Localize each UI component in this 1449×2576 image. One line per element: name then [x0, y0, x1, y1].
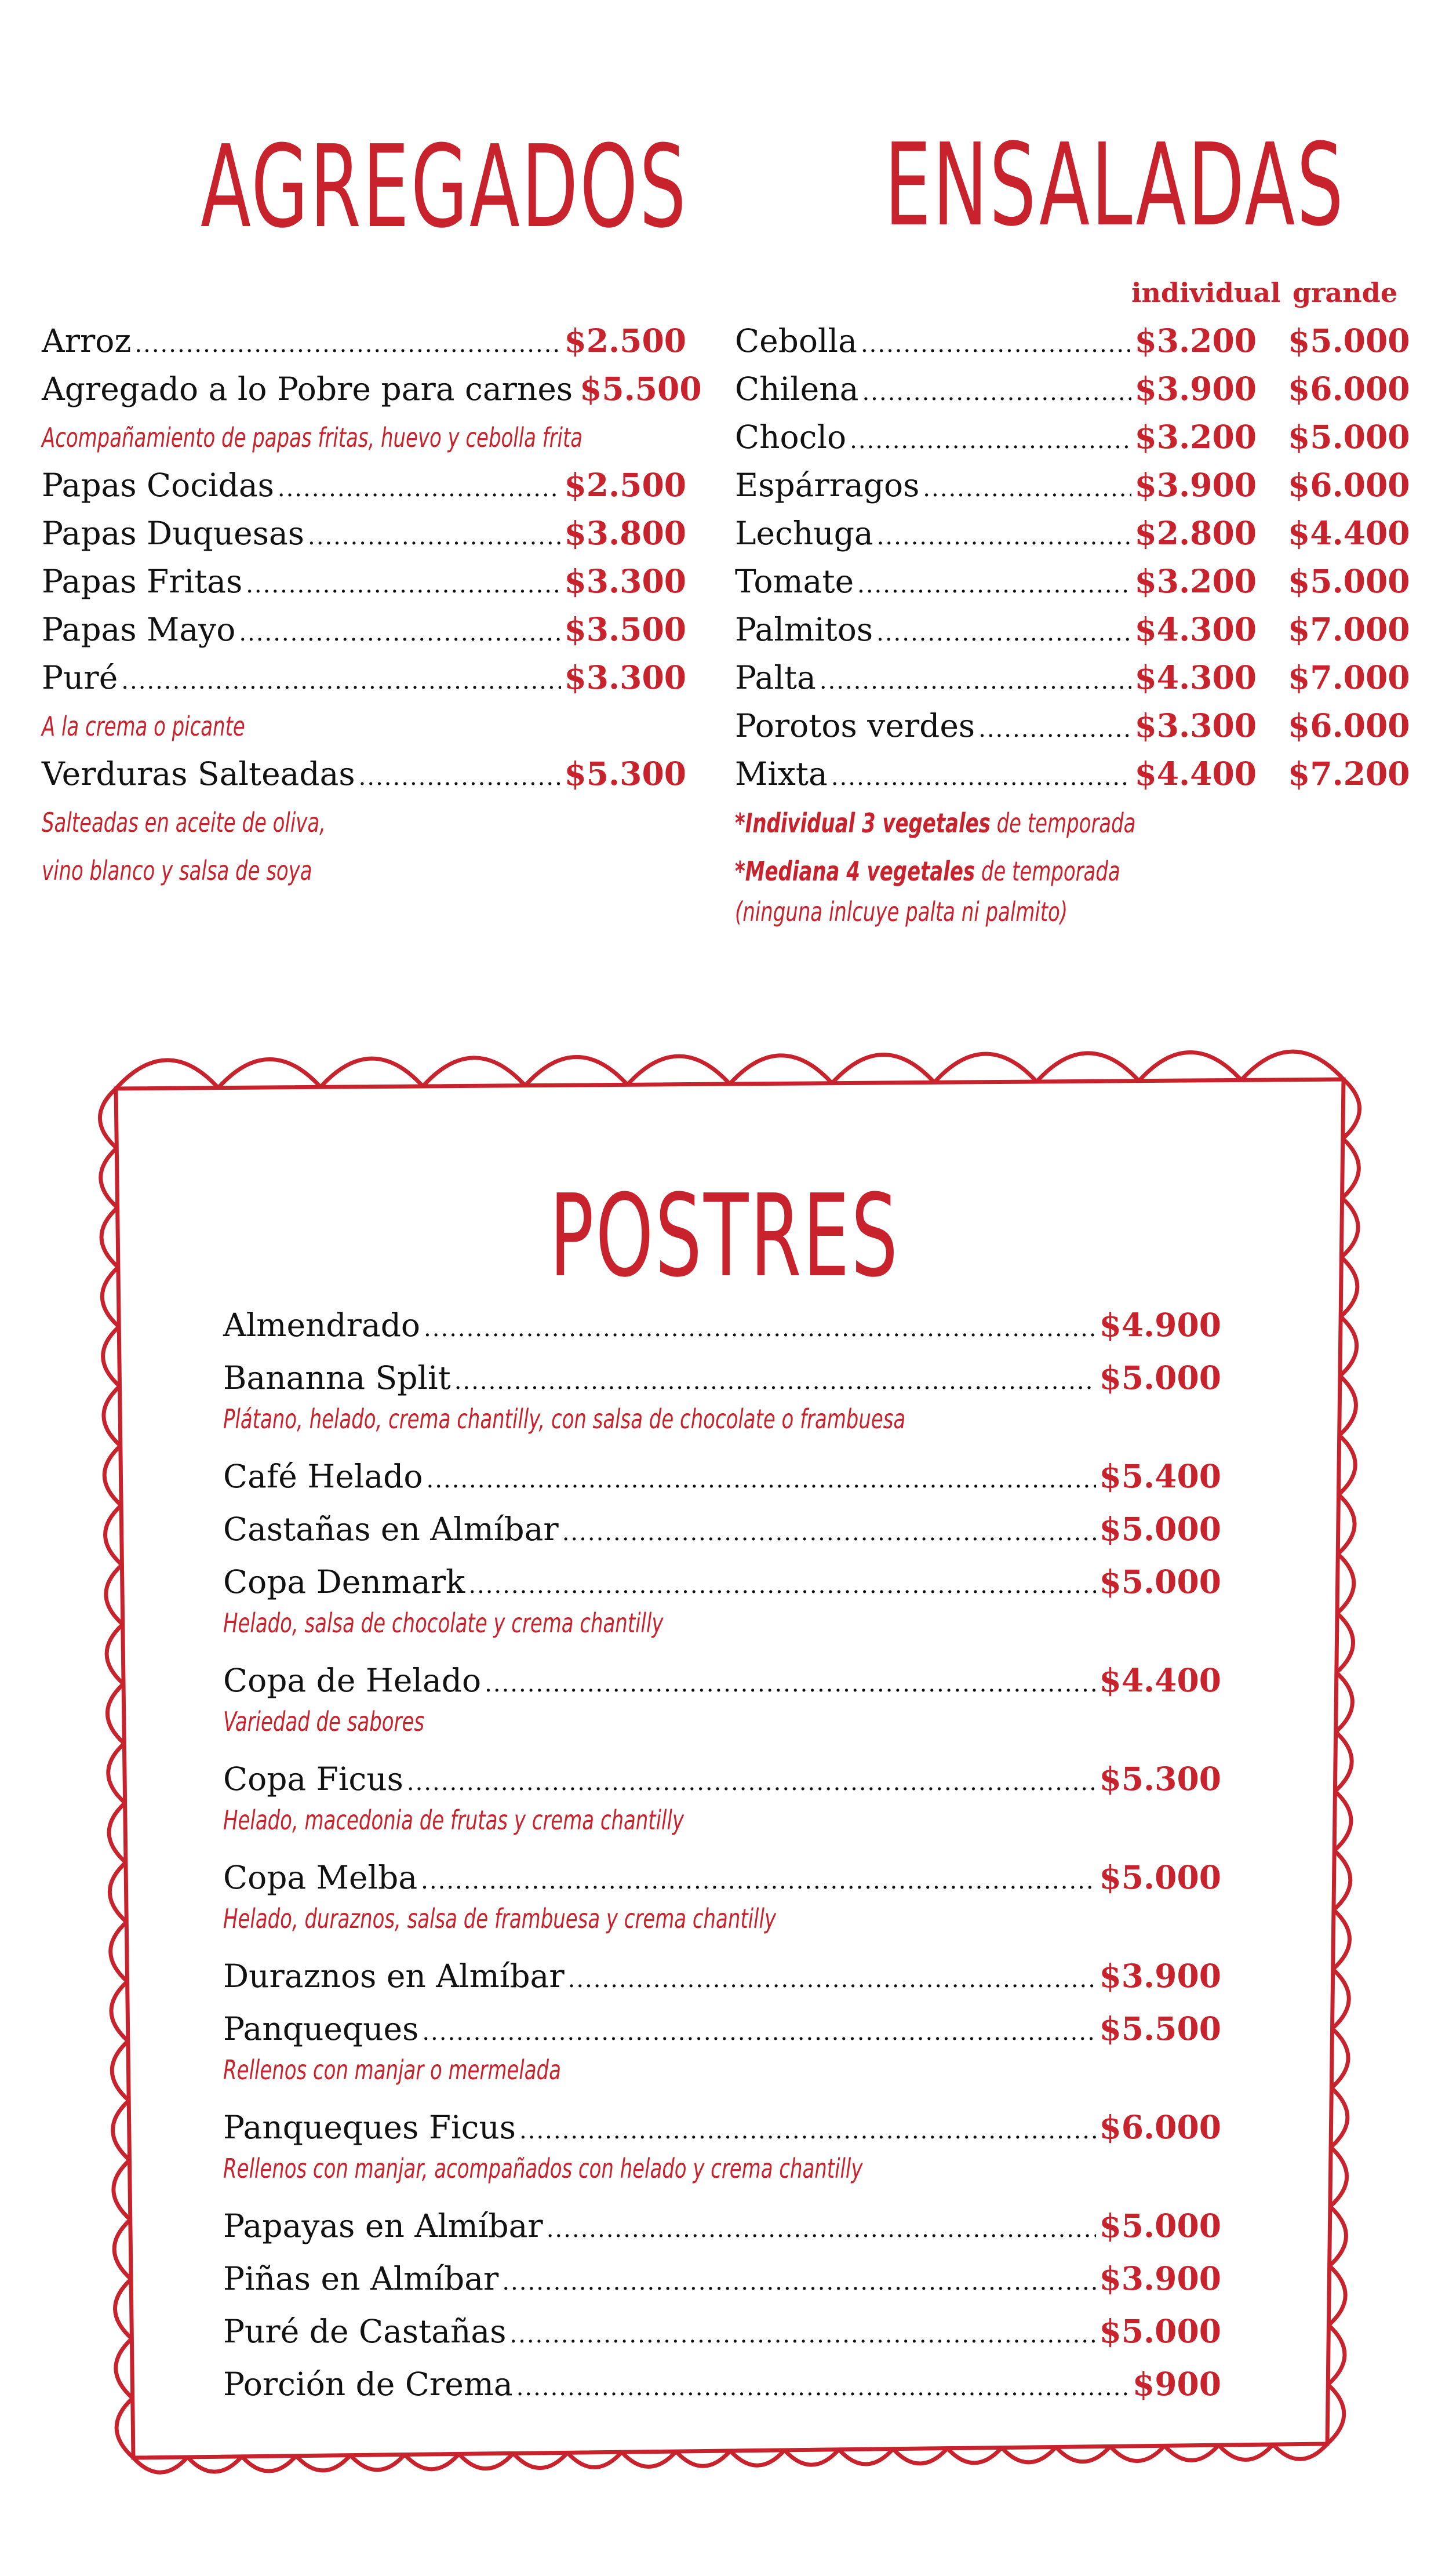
item-price: $5.000	[1099, 1563, 1221, 1600]
dessert-row	[223, 2262, 1221, 2295]
item-price: $2.500	[564, 322, 686, 359]
ensaladas-note-mediana	[735, 858, 1120, 885]
item-price: $4.400	[1099, 1661, 1221, 1699]
item-name: Papas Fritas	[42, 563, 243, 600]
item-price: $5.300	[1099, 1760, 1221, 1798]
item-price: $3.500	[564, 610, 686, 648]
item-price: $5.500	[580, 370, 702, 407]
item-price: $5.000	[1099, 1858, 1221, 1896]
postres-title: POSTRES	[549, 1170, 900, 1302]
item-name: Bananna Split	[223, 1359, 451, 1396]
salad-row	[735, 707, 1257, 744]
salad-row	[735, 562, 1257, 600]
price-individual: $3.200	[1134, 418, 1257, 456]
price-individual: $3.300	[1134, 707, 1257, 744]
price-grande: $6.000	[1288, 466, 1410, 504]
price-grande: $7.000	[1288, 658, 1410, 696]
column-header-individual: individual	[1131, 277, 1281, 308]
item-price: $5.000	[1099, 2207, 1221, 2244]
item-name: Lechuga	[735, 515, 873, 552]
salad-row	[735, 418, 1257, 456]
item-name: Papayas en Almíbar	[223, 2207, 543, 2244]
item-description: Variedad de sabores	[223, 1706, 425, 1737]
item-name: Chilena	[735, 370, 859, 407]
list-item	[42, 466, 686, 504]
list-item	[42, 514, 686, 552]
item-price: $5.000	[1099, 1359, 1221, 1396]
item-price: $5.000	[1099, 2312, 1221, 2350]
item-name: Duraznos en Almíbar	[223, 1958, 565, 1995]
price-individual: $4.300	[1134, 658, 1257, 696]
item-name: Tomate	[735, 563, 854, 600]
note-bold: *Mediana 4 vegetales	[735, 856, 975, 887]
ensaladas-note-exclusions: (ninguna inlcuye palta ni palmito)	[735, 896, 1068, 927]
item-description: Helado, macedonia de frutas y crema chantilly	[223, 1804, 684, 1836]
item-name: Copa Melba	[223, 1859, 418, 1896]
item-name: Arroz	[42, 322, 132, 359]
dessert-row	[223, 2108, 1221, 2146]
note-rest: de temporada	[975, 856, 1120, 887]
item-name: Espárragos	[735, 467, 920, 504]
column-header-grande: grande	[1293, 277, 1398, 308]
item-name: Panqueques	[223, 2010, 419, 2047]
item-price: $3.300	[564, 658, 686, 696]
item-name: Cebolla	[735, 322, 857, 359]
list-item	[42, 658, 686, 696]
item-price: $4.900	[1099, 1306, 1221, 1344]
price-individual: $4.300	[1134, 610, 1257, 648]
item-name: Papas Cocidas	[42, 467, 274, 504]
price-individual: $3.900	[1134, 370, 1257, 407]
price-individual: $3.900	[1134, 466, 1257, 504]
dessert-row	[223, 1563, 1221, 1600]
item-name: Porción de Crema	[223, 2366, 513, 2403]
dessert-row	[223, 2312, 1221, 2350]
item-name: Castañas en Almíbar	[223, 1511, 559, 1548]
item-price: $3.900	[1099, 2260, 1221, 2297]
price-grande: $6.000	[1288, 370, 1410, 407]
note-rest: de temporada	[990, 807, 1136, 839]
price-grande: $6.000	[1288, 707, 1410, 744]
price-individual: $2.800	[1134, 514, 1257, 552]
item-name: Papas Mayo	[42, 611, 236, 648]
item-price: $2.500	[564, 466, 686, 504]
dessert-row	[223, 1661, 1221, 1699]
price-grande: $5.000	[1288, 322, 1410, 359]
salad-row	[735, 322, 1257, 359]
item-name: Verduras Salteadas	[42, 755, 355, 792]
item-price: $5.000	[1099, 1510, 1221, 1548]
item-name: Puré de Castañas	[223, 2313, 507, 2350]
item-name: Papas Duquesas	[42, 515, 304, 552]
item-name: Panqueques Ficus	[223, 2109, 516, 2146]
dessert-row	[223, 2010, 1221, 2047]
item-name: Café Helado	[223, 1458, 423, 1495]
salad-row	[735, 755, 1257, 792]
item-name: Palta	[735, 659, 816, 696]
dessert-row	[223, 1306, 1221, 1344]
price-grande: $5.000	[1288, 418, 1410, 456]
dessert-row	[223, 1359, 1221, 1396]
salad-row	[735, 466, 1257, 504]
dessert-row	[223, 2207, 1221, 2244]
price-grande: $4.400	[1288, 514, 1410, 552]
item-description: Helado, salsa de chocolate y crema chantilly	[223, 1607, 664, 1639]
salad-row	[735, 610, 1257, 648]
item-description: Helado, duraznos, salsa de frambuesa y crema chantilly	[223, 1903, 777, 1934]
dessert-row	[223, 1858, 1221, 1896]
item-description: Plátano, helado, crema chantilly, con salsa de chocolate o frambuesa	[223, 1403, 906, 1435]
item-price: $5.400	[1099, 1457, 1221, 1495]
note-bold: *Individual 3 vegetales	[735, 807, 991, 839]
list-item	[42, 610, 686, 648]
list-item	[42, 562, 686, 600]
salad-row	[735, 514, 1257, 552]
price-individual: $4.400	[1134, 755, 1257, 792]
dessert-row	[223, 1760, 1221, 1798]
item-name: Choclo	[735, 419, 847, 456]
price-grande: $7.000	[1288, 610, 1410, 648]
item-price: $3.800	[564, 514, 686, 552]
item-price: $5.500	[1099, 2010, 1221, 2047]
item-price: $3.300	[564, 562, 686, 600]
item-description: Acompañamiento de papas fritas, huevo y cebolla frita	[42, 422, 583, 453]
price-individual: $3.200	[1134, 322, 1257, 359]
dessert-row	[223, 1510, 1221, 1548]
price-grande: $5.000	[1288, 562, 1410, 600]
item-name: Porotos verdes	[735, 707, 975, 744]
item-description: A la crema o picante	[42, 711, 245, 742]
item-price: $900	[1132, 2365, 1221, 2403]
price-grande: $7.200	[1288, 755, 1410, 792]
item-description: vino blanco y salsa de soya	[42, 855, 312, 886]
list-item	[42, 322, 686, 359]
dessert-row	[223, 1457, 1221, 1495]
list-item	[42, 370, 702, 407]
item-price: $3.900	[1099, 1957, 1221, 1995]
item-name: Almendrado	[223, 1307, 421, 1344]
item-name: Palmitos	[735, 611, 873, 648]
item-description: Rellenos con manjar, acompañados con helado y crema chantilly	[223, 2153, 863, 2184]
item-name: Puré	[42, 659, 118, 696]
dessert-row	[223, 1957, 1221, 1995]
item-price: $6.000	[1099, 2108, 1221, 2146]
item-name: Copa de Helado	[223, 1662, 482, 1699]
item-name: Piñas en Almíbar	[223, 2260, 499, 2297]
item-description: Salteadas en aceite de oliva,	[42, 807, 326, 838]
item-name: Agregado a lo Pobre para carnes	[42, 370, 573, 407]
item-description: Rellenos con manjar o mermelada	[223, 2054, 561, 2086]
item-name: Copa Ficus	[223, 1760, 403, 1798]
salad-row	[735, 370, 1257, 407]
item-name: Copa Denmark	[223, 1563, 465, 1600]
item-name: Mixta	[735, 755, 828, 792]
ensaladas-title: ENSALADAS	[884, 119, 1345, 252]
price-individual: $3.200	[1134, 562, 1257, 600]
salad-row	[735, 658, 1257, 696]
dessert-row	[223, 2365, 1221, 2403]
item-price: $5.300	[564, 755, 686, 792]
agregados-title: AGREGADOS	[201, 121, 688, 253]
ensaladas-note-individual	[735, 807, 1136, 839]
list-item	[42, 755, 686, 792]
